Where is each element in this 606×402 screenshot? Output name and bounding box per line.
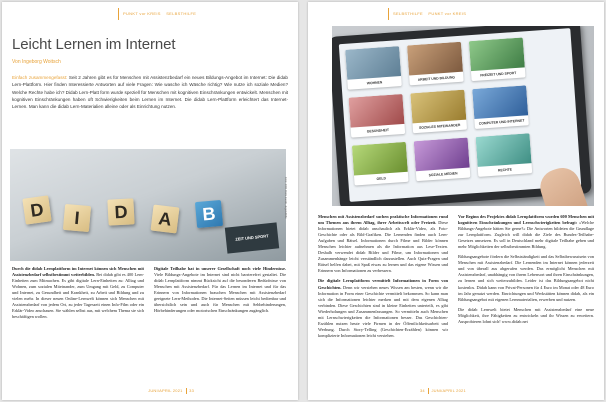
left-footer — [148, 388, 194, 394]
rc1-p1-bold: Menschen mit Assistenzbedarf suchen praktische Informationen rund um Themen aus ihrem Alltag, ihrer Arbeitswelt oder Freizeit. — [318, 214, 448, 226]
left-column-2 — [154, 266, 286, 314]
tablet-card: FREIZEIT UND SPORT — [469, 37, 526, 81]
article-title: Leicht Lernen im Internet — [12, 36, 176, 53]
col2-text: Viele Bildungs-Angebote im Internet sind nicht barrierefrei gestaltet. Die didab Lernplattform nimmt Rücksicht auf die besonderen Bedürfnisse von Menschen mit Assistenzbedarf. Für das Lernen im Internet und für das Erinnern von Informationen brauchen Menschen mit Assistenzbedarf geeignete Lern-Methoden. Die Internet-Seiten müssen leicht bedienbar und übersichtlich sein und auch für Menschen mit Sehbehinderungen, Hörbehinderungen oder motorischen Einschränkungen zugänglich. — [154, 272, 286, 314]
photo-card: ZEIT UND SPORT — [225, 222, 279, 253]
lead-label: Einfach zusammengefasst: — [12, 75, 68, 80]
tablet-card: RECHTE — [476, 133, 533, 177]
left-page — [2, 2, 298, 400]
running-head-section: PUNKT vor KREIS — [123, 11, 161, 16]
article-byline: Von Ingeborg Woitsch — [12, 59, 61, 65]
right-footer — [420, 388, 466, 394]
photo-tile: D — [22, 195, 51, 224]
running-head-subsection: PUNKT vor KREIS — [428, 11, 467, 16]
tablet-card: COMPUTER UND INTERNET — [472, 85, 529, 129]
running-head — [121, 11, 198, 16]
rc1-p2-bold: Die digitale Lernplattform vermittelt Informationen in Form von Geschichten. — [318, 278, 448, 290]
footer-page-number: 34 — [420, 388, 425, 394]
tablet-card: WOHNEN — [345, 46, 402, 90]
photo-tile: B — [195, 200, 223, 228]
rc1-p2-text: Denn wir verstehen neues Wissen am besten, wenn wir die Information in Form einer Geschichte vermittelt bekommen. So kann man sich die Informationen leichter merken und mit dem eigenen Alltag verbinden. Diese Geschichten sind in kleine Einheiten unterteilt, es gibt Wiederholungen und Zusammenfassungen. So vermitteln auch Menschen mit Lernschwierigkeiten die Informationen besser. Das Geschichten-Erzählen nutzen heute viele Firmen in der Öffentlichkeitsarbeit und Werbung. Durch Story-Telling (Geschichten-Erzählen) können wir komplizierte Informationen leicht verstehen. — [318, 284, 448, 338]
article-lead — [12, 74, 288, 110]
footer-issue: JUNI/APRIL 2021 — [431, 388, 466, 394]
tablet-photo — [332, 26, 594, 206]
col2-bold: Digitale Teilhabe hat in unserer Gesellschaft noch viele Hindernisse. — [154, 266, 286, 271]
tablet-card: GELD — [352, 142, 409, 186]
rc2-p2: Bildungsangebote fördern die Selbstständigkeit und das Selbstbewusstsein von Menschen mit Assistenzbedarf. Die Lernenden im Internet können jederzeit und von überall aus abgerufen werden. Das ermöglicht Menschen mit Assistenzbedarf, unabhängig von ihrem Lebensort und ihren Einschränkungen, zu lernen und sich weiterzubilden. Leider ist das Bildungsangebot nicht kostenlos. Didab kann von Privat-Personen für 4 Euro im Monat oder 48 Euro im Jahr genutzt werden. Einrichtungen und Werkstätten können didab, als ein Bildungsangebot mit eigenen Lernmaterialien, erwerben und nutzen. — [458, 254, 594, 302]
rc2-p1-text: »Welche Bildungs-Angebote hätten Sie gerne?« Die Antworten bildeten die Grundlage zur Lernplattform. Zugleich will didab die Ziele des Bundes-Teilhabe-Gesetzes umsetzen. Es soll in Deutschland mehr digitale Teilhabe geben und mehr Möglichkeiten der selbstbestimmten Bildung. — [458, 220, 594, 250]
running-head-subsection: SELBSTHILFE — [166, 11, 197, 16]
running-head-divider — [388, 8, 389, 20]
footer-issue: JUNI/APRIL 2021 — [148, 388, 183, 394]
tablet-card: SOZIALE MEDIEN — [414, 138, 471, 182]
tablet-card: ARBEIT UND BILDUNG — [407, 42, 464, 86]
rc2-p3: Die didab Lernwelt bietet Menschen mit Assistenzbedarf eine neue Möglichkeit, ihre Fähigkeiten zu entwickeln und ihr Wissen zu erweitern. Ausprobieren lohnt sich! www.didab.net — [458, 306, 594, 324]
photo-tile: I — [63, 204, 91, 232]
running-head — [391, 11, 468, 16]
left-column-1 — [12, 266, 144, 320]
running-head-divider — [118, 8, 119, 20]
rc1-p1-text: Diese Informationen bietet didab anschaulich als Erklär-Video, als Foto-Geschichte oder als Bild-Grafiken. Die Lernenden finden auch Lern-Aufgaben und Rätsel. Informationen durch Filme und Bilder können Menschen leichter aufnehmen als die Information aus Lese-Texten. Deshalb verwendet didab Bilder und Filme, um Informationen und Zusammenhänge leicht verständlich darzustellen. Auch Quiz-Fragen und Rätsel helfen dabei, mit Spaß etwas zu lernen und das eigene Wissen und Erinnern von Informationen zu verbessern. — [318, 220, 449, 274]
rc2-p1-bold: Vor Beginn des Projektes didab Lernplattform wurden 600 Menschen mit kognitiven Einschränkungen und Lernschwierigkeiten befragt: — [458, 214, 594, 226]
tablet-card: GESUNDHEIT — [349, 94, 406, 138]
right-page — [308, 2, 604, 400]
right-column-1 — [318, 214, 448, 343]
lead-text: Seit 2 Jahren gibt es für Menschen mit Assistenzbedarf ein neues Bildungs-Angebot im Internet: Die didab Lern-Plattform. Hier finden Interessierte Antworten auf viele Fragen: Wie wasche ich Wäsche richtig? Wie nutze ich soziale Medien? Welche Rechte habe ich? Didab Lern-Platt form wurde speziell für Menschen mit kognitiven Einschränkungen entwickelt. Menschen mit kognitiven Einschränkungen haben oft Schwierigkeiten beim Lernen im Internet. Die didab Lern-Plattform erleichtert das Internet-Lernen. Man kann die didab Lern-Materialien alleine oder als Einrichtung nutzen. — [12, 75, 288, 110]
footer-page-number: 33 — [189, 388, 194, 394]
photo-tile: A — [151, 205, 180, 234]
tablet-card: SOZIALES MITEINANDER — [410, 90, 467, 134]
col1-text: Bei didab gibt es 400 Lern-Einheiten zum Mitmachen. Es gibt digitale Lern-Einheiten zu: Alltag und Wohnen, zum sozialen Miteinander, zum Umgang mit Geld, zu Computer und Internet, zu Gesundheit und Krankheit, zu Arbeit und Bildung und zu vielen mehr. In dieser neuen Online-Lernwelt können sich Menschen mit Assistenzbedarf von jedem Ort, zu jeder Tageszeit einen Info-Film oder ein Erklär-Video anschauen. Sie wählen selbst aus, mit welchem Thema sie sich beschäftigen wollen. — [12, 272, 144, 320]
col1-bold: Durch die didab Lernplattform im Internet können sich Menschen mit Assistenzbedarf selbstbestimmt weiterbilden. — [12, 266, 144, 278]
right-column-2 — [458, 214, 594, 329]
scrabble-photo — [10, 149, 286, 261]
running-head-section: SELBSTHILFE — [393, 11, 423, 16]
photo-credit: Foto: 2021 Doris Jacob, Jugendhilfe — [284, 177, 287, 219]
photo-tile: D — [107, 198, 134, 225]
